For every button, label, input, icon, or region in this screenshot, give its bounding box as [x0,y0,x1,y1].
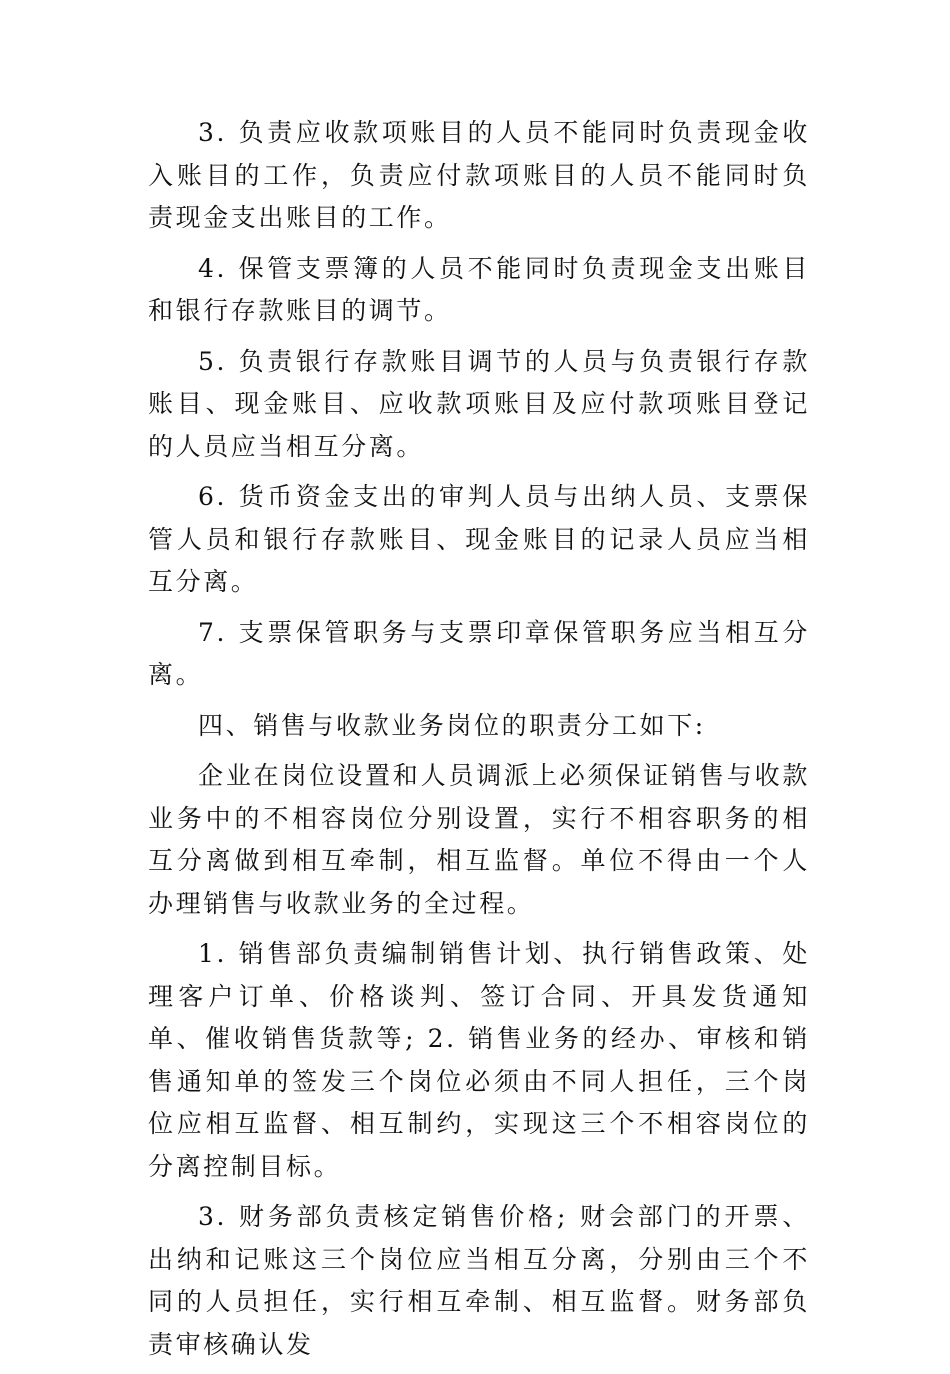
section-heading-sales-collection: 四、销售与收款业务岗位的职责分工如下: [198,710,706,740]
paragraph-sales-intro: 企业在岗位设置和人员调派上必须保证销售与收款业务中的不相容岗位分别设置，实行不相容职务的相互分离做到相互牵制，相互监督。单位不得由一个人办理销售与收款业务的全过程。 [148,761,810,918]
paragraph-payment-approval: 6. 货币资金支出的审判人员与出纳人员、支票保管人员和银行存款账目、现金账目的记录人员应当相互分离。 [148,482,810,596]
paragraph-sales-department: 1. 销售部负责编制销售计划、执行销售政策、处理客户订单、价格谈判、签订合同、开具发货通知单、催收销售货款等; 2. 销售业务的经办、审核和销售通知单的签发三个岗位必须由不同人担任，三个岗位应相互监督、相互制约，实现这三个不相容岗位的分离控制目标。 [148,939,810,1181]
paragraph-check-seal-custody: 7. 支票保管职务与支票印章保管职务应当相互分离。 [148,617,810,689]
paragraph-checkbook-custody: 4. 保管支票簿的人员不能同时负责现金支出账目和银行存款账目的调节。 [148,253,810,325]
paragraph-receivables-separation: 3. 负责应收款项账目的人员不能同时负责现金收入账目的工作，负责应付款项账目的人员不能同时负责现金支出账目的工作。 [148,118,810,232]
paragraph-bank-reconciliation: 5. 负责银行存款账目调节的人员与负责银行存款账目、现金账目、应收款项账目及应付款项账目登记的人员应当相互分离。 [148,346,810,461]
document-body [148,112,810,1374]
paragraph-finance-department: 3. 财务部负责核定销售价格; 财会部门的开票、出纳和记账这三个岗位应当相互分离，分别由三个不同的人员担任，实行相互牵制、相互监督。财务部负责审核确认发 [148,1202,810,1359]
